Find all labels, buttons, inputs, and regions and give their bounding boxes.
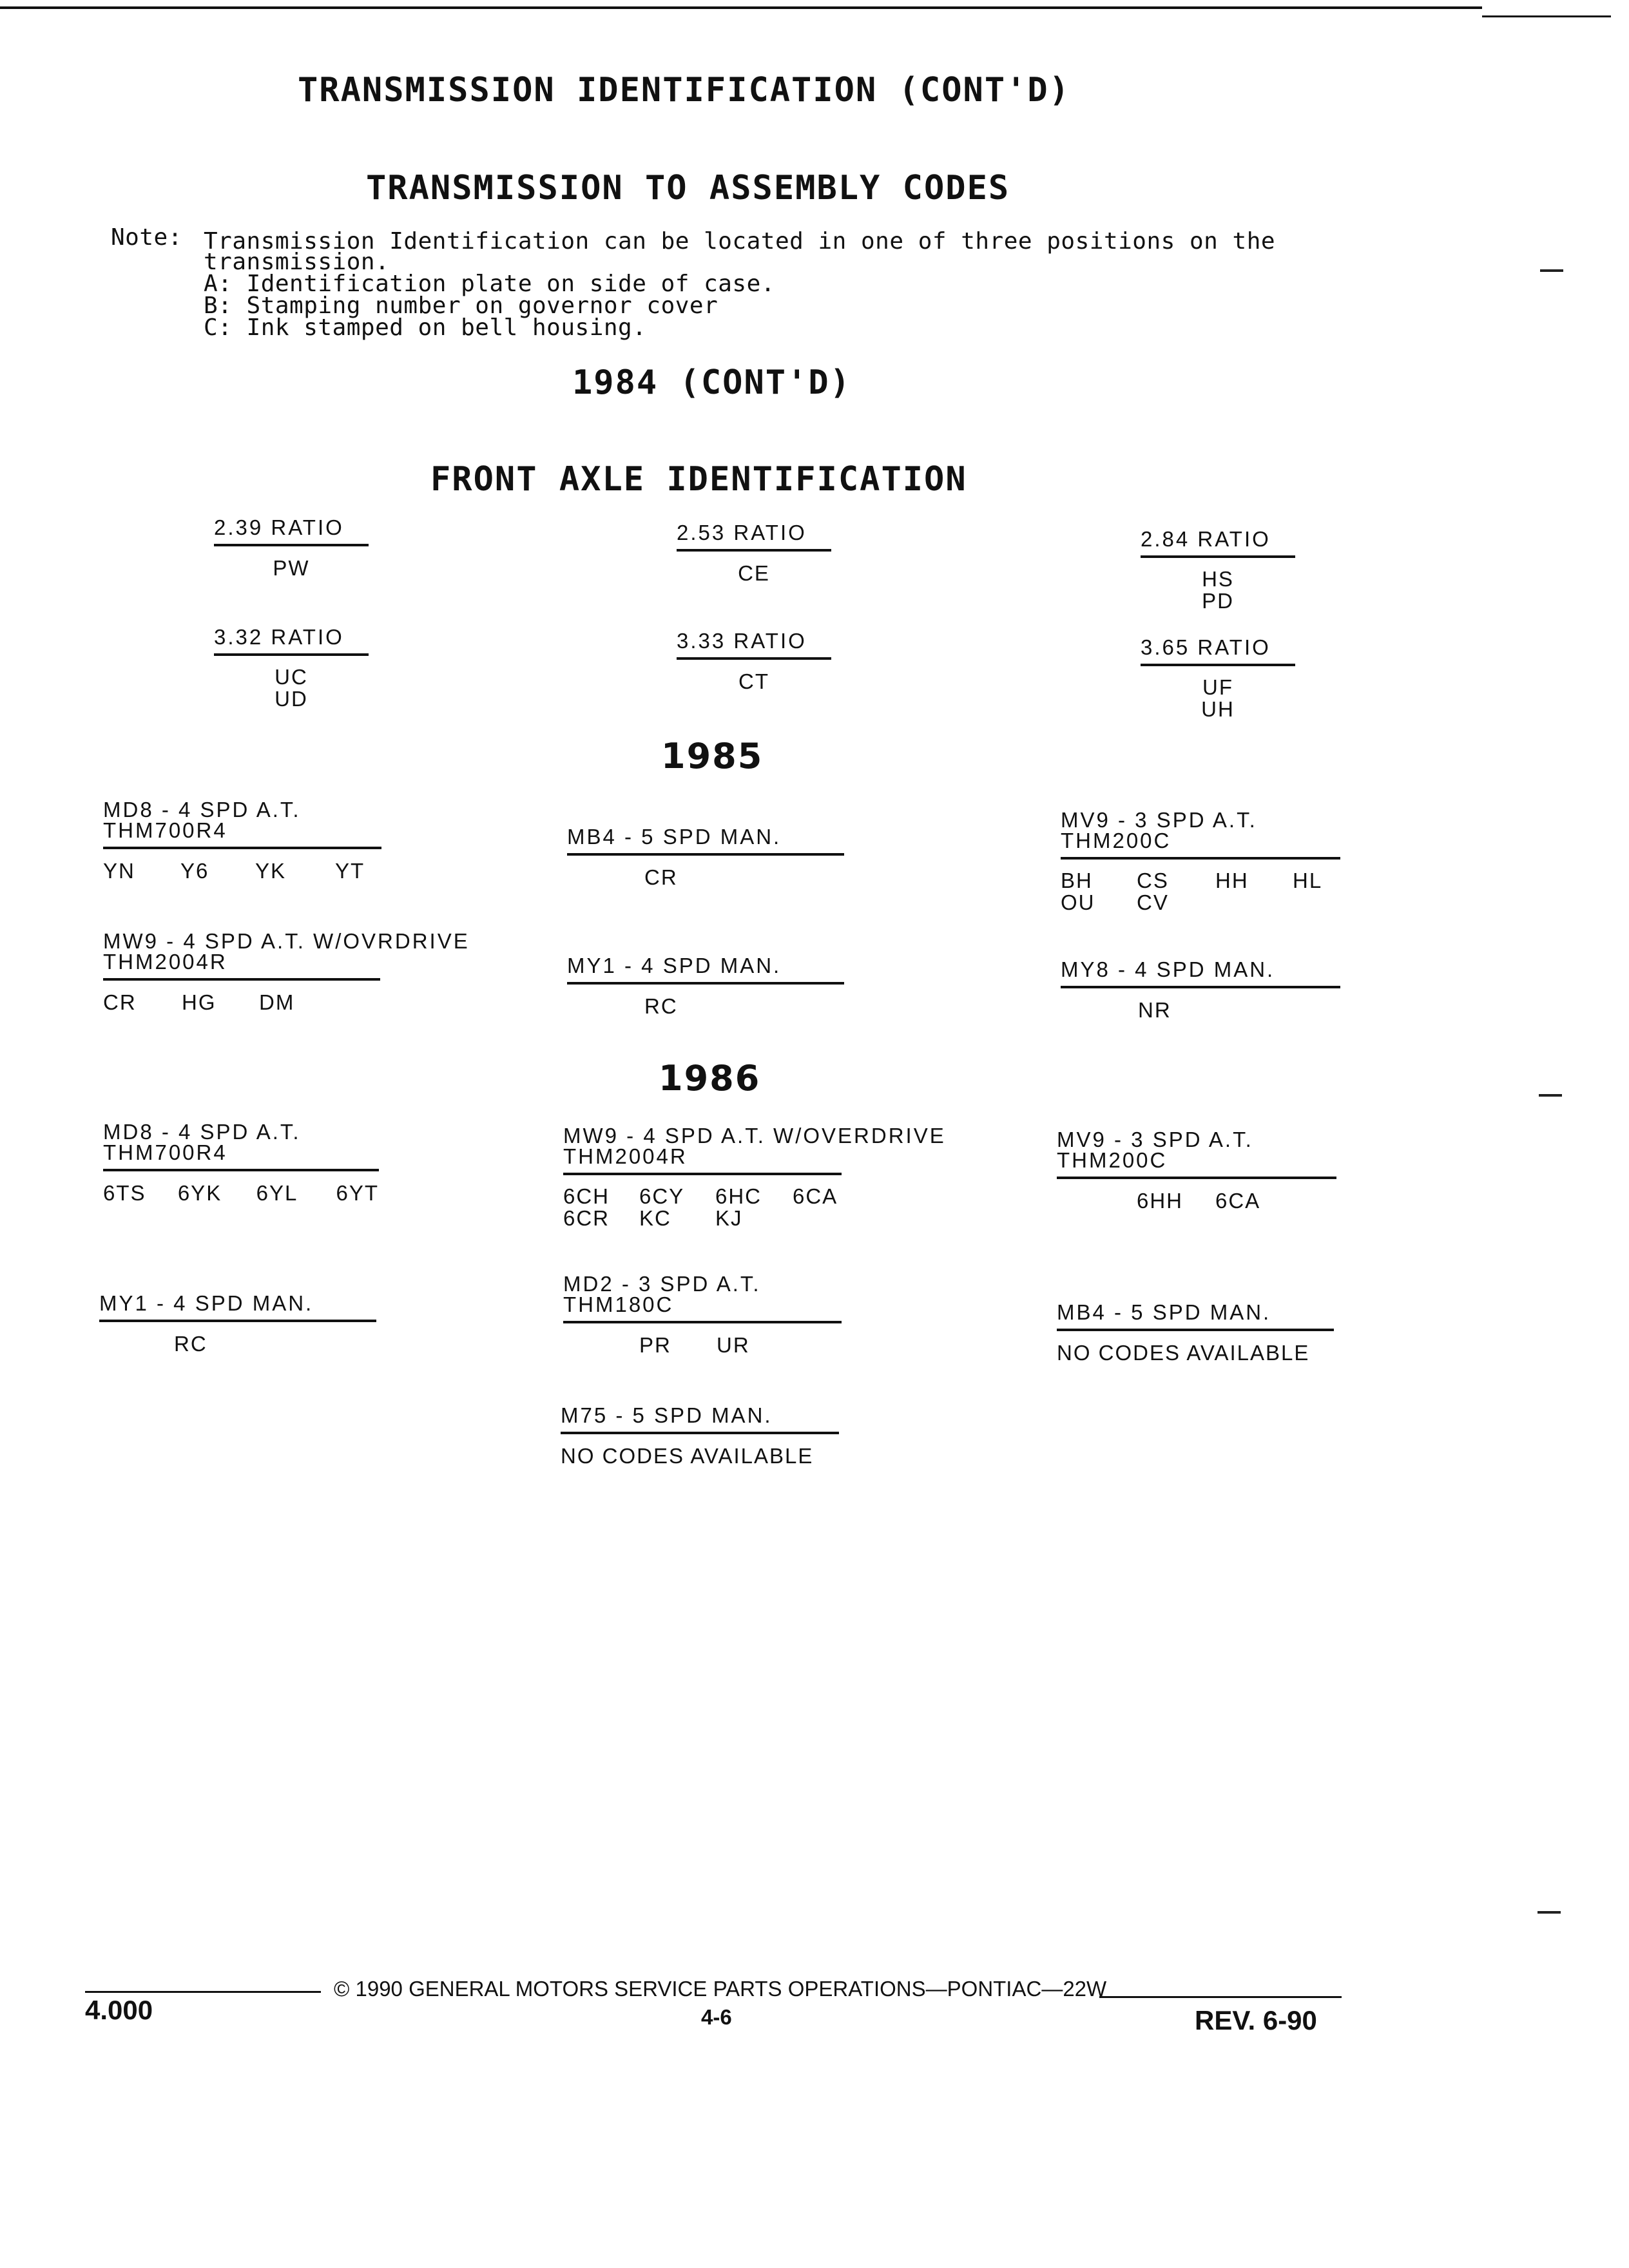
section-heading-1985: 1985	[661, 736, 764, 776]
group-label: MV9 - 3 SPD A.T.	[1057, 1128, 1253, 1151]
note-label: Note:	[111, 224, 182, 251]
group-rule	[563, 1173, 842, 1175]
code-value: PD	[1202, 589, 1234, 613]
code-group	[677, 630, 831, 693]
group-codes	[99, 1332, 376, 1356]
group-codes	[567, 995, 844, 1018]
code-value: 6TS	[103, 1181, 146, 1205]
group-label: 2.84 RATIO	[1141, 527, 1271, 551]
group-sublabel: THM2004R	[563, 1144, 688, 1168]
code-value: KJ	[715, 1206, 743, 1230]
group-label: MB4 - 5 SPD MAN.	[1057, 1300, 1271, 1324]
code-group	[214, 517, 369, 580]
group-codes	[567, 866, 844, 889]
code-value: Y6	[180, 859, 209, 883]
group-codes	[214, 666, 369, 710]
code-group	[103, 1121, 379, 1205]
group-rule	[1141, 664, 1295, 666]
code-value: CE	[738, 561, 770, 585]
code-value: 6HH	[1137, 1189, 1184, 1213]
group-rule	[561, 1432, 839, 1434]
code-value: 6CA	[1215, 1189, 1261, 1213]
code-value: 6CA	[793, 1184, 838, 1208]
group-rule	[563, 1321, 842, 1323]
code-value: HG	[182, 990, 217, 1014]
code-group	[1057, 1129, 1336, 1213]
group-rule	[1061, 857, 1340, 860]
code-group	[1057, 1302, 1334, 1365]
note-line: B: Stamping number on governor cover	[204, 293, 718, 319]
code-value: HL	[1293, 869, 1323, 892]
group-rule	[103, 847, 381, 849]
group-codes	[1057, 1341, 1334, 1365]
code-value: 6YT	[336, 1181, 379, 1205]
group-sublabel: THM180C	[563, 1293, 674, 1316]
code-value: HS	[1202, 567, 1234, 591]
code-group	[561, 1405, 839, 1468]
group-label: MW9 - 4 SPD A.T. W/OVRDRIVE	[103, 929, 470, 953]
footer-revision: REV. 6-90	[1195, 2005, 1317, 2035]
top-rule-extension	[1482, 15, 1611, 17]
code-value: OU	[1061, 890, 1095, 914]
group-label: MD8 - 4 SPD A.T.	[103, 798, 301, 822]
group-codes	[1141, 677, 1295, 720]
group-rule	[567, 853, 844, 856]
footer-rule-left	[85, 1991, 321, 1993]
section-subheading-front-axle: FRONT AXLE IDENTIFICATION	[430, 460, 967, 499]
group-rule	[214, 653, 369, 656]
group-codes	[214, 557, 369, 580]
code-value: RC	[174, 1332, 207, 1356]
margin-mark	[1540, 269, 1563, 272]
group-label: MD8 - 4 SPD A.T.	[103, 1120, 301, 1144]
code-group	[1141, 528, 1295, 612]
group-label: M75 - 5 SPD MAN.	[561, 1403, 773, 1427]
group-rule	[677, 657, 831, 660]
code-group	[103, 929, 470, 1014]
code-group	[1061, 959, 1340, 1022]
code-value: YN	[103, 859, 135, 883]
group-label: MV9 - 3 SPD A.T.	[1061, 808, 1257, 832]
group-rule	[214, 544, 369, 546]
code-value: UR	[717, 1333, 750, 1357]
group-codes	[677, 562, 831, 585]
code-value: KC	[639, 1206, 671, 1230]
code-value: CV	[1137, 890, 1169, 914]
code-value: 6HC	[715, 1184, 762, 1208]
group-rule	[677, 549, 831, 552]
code-value: YT	[335, 859, 365, 883]
note-line: Transmission Identification can be located in one of three positions on the	[204, 228, 1276, 255]
group-label: MB4 - 5 SPD MAN.	[567, 825, 782, 849]
code-group	[214, 626, 369, 710]
code-value: UF	[1202, 675, 1233, 699]
code-value: UD	[275, 687, 308, 711]
note-line: A: Identification plate on side of case.	[204, 271, 775, 297]
code-value: DM	[259, 990, 295, 1014]
group-codes	[1061, 999, 1340, 1022]
group-codes	[1141, 568, 1295, 612]
group-codes	[103, 860, 381, 883]
group-sublabel: THM700R4	[103, 1140, 227, 1164]
group-label: 2.53 RATIO	[677, 521, 807, 544]
group-codes	[1057, 1189, 1336, 1213]
group-rule	[1141, 555, 1295, 558]
code-group	[563, 1273, 842, 1357]
group-rule	[99, 1320, 376, 1322]
note-line: transmission.	[204, 249, 390, 275]
group-sublabel: THM2004R	[103, 950, 227, 974]
group-rule	[1057, 1177, 1336, 1179]
code-value: NO CODES AVAILABLE	[561, 1444, 814, 1468]
group-rule	[103, 1169, 379, 1171]
code-value: CR	[103, 990, 137, 1014]
page-title: TRANSMISSION IDENTIFICATION (CONT'D)	[298, 71, 1071, 110]
group-codes	[103, 1182, 379, 1205]
group-codes	[563, 1186, 842, 1229]
group-label: 3.65 RATIO	[1141, 635, 1271, 659]
code-value: HH	[1215, 869, 1249, 892]
footer-rule-right	[1099, 1996, 1342, 1998]
group-label: MY1 - 4 SPD MAN.	[99, 1291, 314, 1315]
code-group	[1061, 809, 1340, 914]
code-value: UH	[1201, 697, 1235, 721]
code-value: YK	[255, 859, 287, 883]
footer-page-number: 4-6	[701, 2005, 732, 2029]
code-group	[103, 799, 381, 883]
code-group	[563, 1124, 946, 1230]
group-sublabel: THM200C	[1057, 1148, 1168, 1172]
code-value: 6CH	[563, 1184, 610, 1208]
group-label: MY1 - 4 SPD MAN.	[567, 954, 782, 977]
group-label: MD2 - 3 SPD A.T.	[563, 1272, 761, 1296]
margin-mark	[1537, 1911, 1561, 1914]
note-line: C: Ink stamped on bell housing.	[204, 314, 647, 341]
group-label: MW9 - 4 SPD A.T. W/OVERDRIVE	[563, 1124, 946, 1148]
code-value: UC	[275, 665, 308, 689]
code-value: RC	[644, 994, 678, 1018]
code-value: BH	[1061, 869, 1093, 892]
code-value: CR	[644, 865, 678, 889]
code-group	[567, 955, 844, 1018]
group-rule	[1057, 1329, 1334, 1331]
footer-copyright: © 1990 GENERAL MOTORS SERVICE PARTS OPERATIONS—PONTIAC—22W	[334, 1977, 1107, 2001]
page-subtitle: TRANSMISSION TO ASSEMBLY CODES	[366, 169, 1010, 207]
group-label: MY8 - 4 SPD MAN.	[1061, 957, 1275, 981]
code-group	[99, 1293, 376, 1356]
footer-section-number: 4.000	[85, 1995, 153, 2025]
group-label: 3.32 RATIO	[214, 625, 344, 649]
code-value: PR	[639, 1333, 671, 1357]
code-group	[567, 826, 844, 889]
group-rule	[567, 982, 844, 985]
group-codes	[563, 1334, 842, 1357]
code-value: CT	[738, 669, 769, 693]
group-label: 2.39 RATIO	[214, 515, 344, 539]
group-codes	[1061, 870, 1340, 914]
section-heading-1986: 1986	[659, 1058, 761, 1099]
section-heading-1984: 1984 (CONT'D)	[572, 363, 851, 402]
group-codes	[103, 991, 380, 1014]
code-value: 6YL	[256, 1181, 298, 1205]
code-value: NR	[1138, 998, 1171, 1022]
code-value: 6CR	[563, 1206, 610, 1230]
group-rule	[1061, 986, 1340, 988]
code-value: 6CY	[639, 1184, 685, 1208]
group-rule	[103, 978, 380, 981]
group-codes	[677, 670, 831, 693]
code-value: NO CODES AVAILABLE	[1057, 1341, 1310, 1365]
group-sublabel: THM200C	[1061, 829, 1171, 852]
group-sublabel: THM700R4	[103, 818, 227, 842]
group-label: 3.33 RATIO	[677, 629, 807, 653]
code-group	[677, 522, 831, 585]
code-group	[1141, 637, 1295, 720]
group-codes	[561, 1445, 839, 1468]
margin-mark	[1539, 1094, 1562, 1097]
top-rule	[0, 6, 1482, 9]
code-value: PW	[273, 556, 310, 580]
code-value: CS	[1137, 869, 1169, 892]
code-value: 6YK	[177, 1181, 222, 1205]
